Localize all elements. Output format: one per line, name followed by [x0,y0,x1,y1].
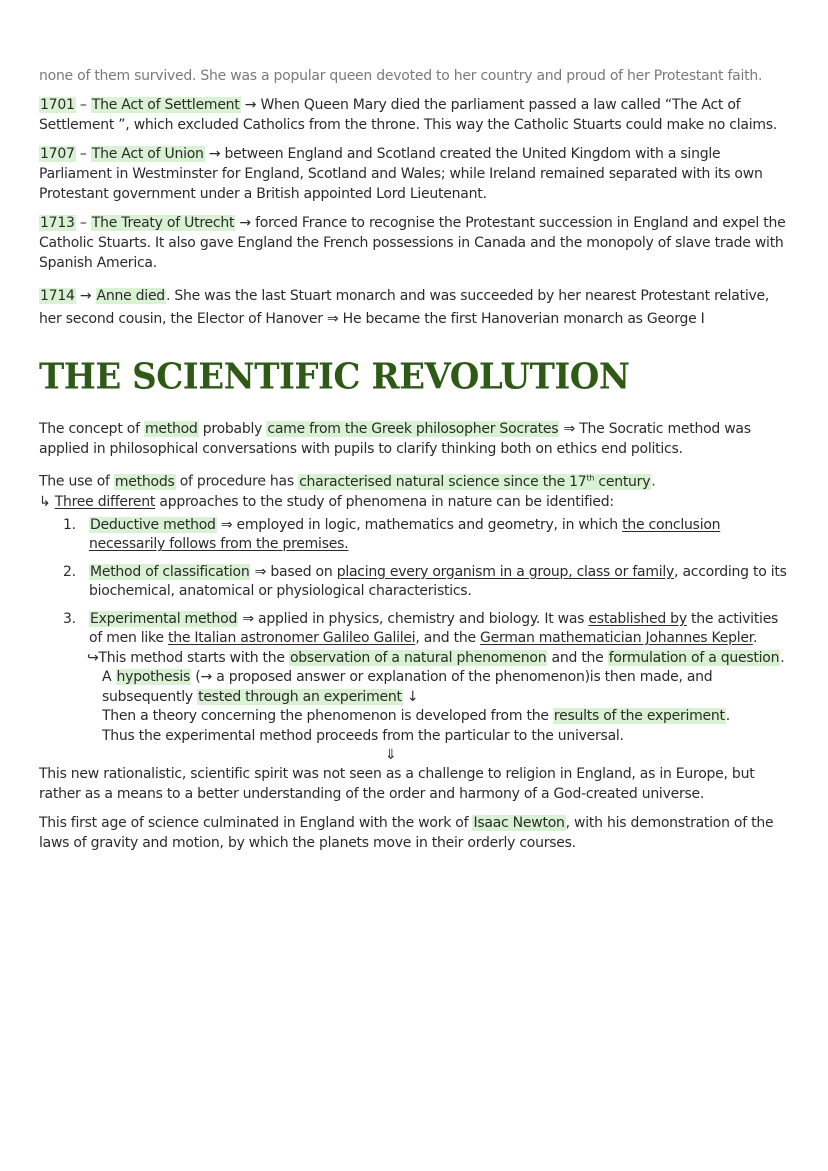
underline: the conclusion necessarily follows from the premises. [89,516,721,553]
step-theory: Then a theory concerning the phenomenon is developed from the results of the experiment. [102,708,730,725]
list-item: 2. Method of classification ⇒ based on placing every organism in a group, class or family, according to its biochemical, anatomical or physiological characteristics. [63,563,787,600]
event-1713: 1713 – The Treaty of Utrecht → forced France to recognise the Protestant succession in England and expel the Catholic Stuarts. It also gave England the French possessions in Canada and the monopoly of slave trade with Spanish America. [39,215,786,271]
highlight: formulation of a question [608,649,780,666]
list-number: 3. [63,610,76,627]
event-name: The Act of Union [91,146,204,162]
highlight: methods [114,473,175,490]
step-hypothesis: A hypothesis (→ a proposed answer or explanation of the phenomenon)is then made, and [102,669,713,686]
underline: German mathematician Johannes Kepler [480,630,754,647]
underline: established by [588,610,687,627]
hook-arrow-icon: ↳ [39,493,55,510]
method-name: Experimental method [90,610,238,627]
underline: placing every organism in a group, class or family [336,563,675,580]
event-name: The Act of Settlement [91,97,240,113]
intro-paragraph [39,66,791,86]
list-item: 3. Experimental method ⇒ applied in physics, chemistry and biology. It was established by the activities of men like the Italian astronomer Galileo Galilei, and the German mathematician Johannes Kepler. ↪This method starts with the observation of a natural phenomenon and the formulation of a question. A hypothesis (→ a proposed answer or explanation of the phenomenon)is then made, and subsequently tested through an experiment ↓ Then a theory concerning the phenomenon is developed from the results of the experiment. Thus the experimental method proceeds from the particular to the universal. [39,610,791,747]
step-test: subsequently tested through an experiment ↓ [102,688,419,705]
event-1707: 1707 – The Act of Union → between England and Scotland created the United Kingdom with a single Parliament in Westminster for England, Scotland and Wales; while Ireland remained separated with its own Protestant government under a British appointed Lord Lieutenant. [39,146,763,202]
intro-text: none of them survived. She was a popular queen devoted to her country and proud of her Protestant faith. [39,68,763,84]
document-page [39,66,791,853]
event-text: forced France to recognise the Protestant succession in England and expel the Catholic Stuarts. It also gave England the French possessions in Canada and the monopoly of slave trade with Spanish America. [39,215,786,271]
highlight: characterised natural science since the 17th century [299,473,651,490]
method-name: Method of classification [90,563,250,580]
list-number: 1. [63,516,76,533]
step-conclusion: Thus the experimental method proceeds from the particular to the universal. [102,727,624,744]
methods-list [39,516,791,747]
underline: the Italian astronomer Galileo Galilei [167,630,416,647]
newton-paragraph: This first age of science culminated in England with the work of Isaac Newton, with his demonstration of the laws of gravity and motion, by which the planets move in their orderly courses. [39,815,774,852]
method-name: Deductive method [90,516,216,533]
highlight: hypothesis [116,669,191,686]
double-down-arrow-icon: ⇓ [385,747,397,764]
event-year: 1714 [40,288,75,304]
section-title: THE SCIENTIFIC REVOLUTION [39,356,630,398]
list-item: 1. Deductive method ⇒ employed in logic, mathematics and geometry, in which the conclusion necessarily follows from the premises. [63,516,721,553]
event-text: between England and Scotland created the United Kingdom with a single Parliament in Westminster for England, Scotland and Wales; while Ireland remained separated with its own Protestant government under a British appointed Lord Lieutenant. [39,146,763,202]
underline: Three different [54,493,156,510]
event-text: When Queen Mary died the parliament passed a law called “The Act of Settlement ”, which excluded Catholics from the throne. This way the Catholic Stuarts could make no claims. [39,97,777,133]
event-year: 1701 [40,97,75,113]
highlight: results of the experiment [553,708,725,725]
event-year: 1713 [40,215,75,231]
event-1714: 1714 → Anne died. She was the last Stuart monarch and was succeeded by her nearest Protestant relative, her second cousin, the Elector of Hanover ⇒ He became the first Hanoverian monarch as George I [39,288,770,327]
event-name: The Treaty of Utrecht [91,215,235,231]
down-arrow-icon: ↓ [402,688,419,705]
use-paragraph: The use of methods of procedure has characterised natural science since the 17th century. [39,473,656,490]
highlight: Isaac Newton [473,815,565,832]
highlight: method [144,421,198,437]
highlight: observation of a natural phenomenon [289,649,547,666]
highlight: tested through an experiment [198,688,402,705]
approaches-line: ↳ Three different approaches to the study of phenomena in nature can be identified: [39,493,614,510]
highlight: came from the Greek philosopher Socrates [267,421,559,437]
event-1701: 1701 – The Act of Settlement → When Queen Mary died the parliament passed a law called “The Act of Settlement ”, which excluded Catholics from the throne. This way the Catholic Stuarts could make no claims. [39,97,777,133]
experimental-steps [87,649,791,747]
event-text: . She was the last Stuart monarch and was succeeded by her nearest Protestant relative, her second cousin, the Elector of Hanover ⇒ He became the first Hanoverian monarch as George I [39,288,770,327]
list-number: 2. [63,563,76,580]
event-name: Anne died [96,288,165,304]
event-year: 1707 [40,146,75,162]
concept-paragraph: The concept of method probably came from the Greek philosopher Socrates ⇒ The Socratic method was applied in philosophical conversations with pupils to clarify thinking both on ethics end politics. [39,421,751,457]
step-observation: ↪This method starts with the observation of a natural phenomenon and the formulation of a question. [87,649,785,666]
rationalism-paragraph: This new rationalistic, scientific spirit was not seen as a challenge to religion in England, as in Europe, but rather as a means to a better understanding of the order and harmony of a God-created universe. [39,766,755,803]
